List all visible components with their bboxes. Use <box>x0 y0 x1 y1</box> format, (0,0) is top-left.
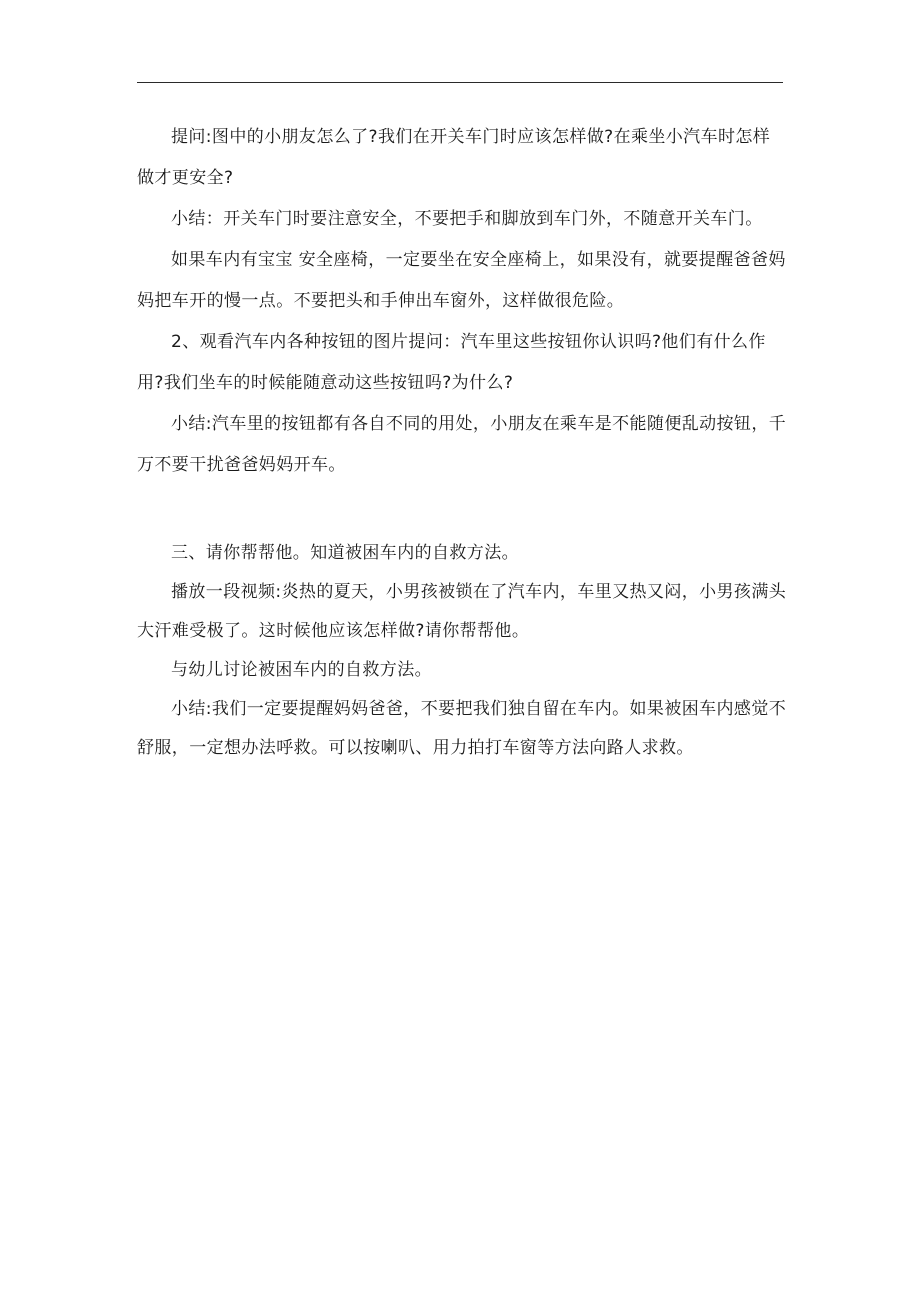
section-heading-three: 三、请你帮帮他。知道被困车内的自救方法。 <box>171 543 519 563</box>
paragraph-safety-seat: 如果车内有宝宝 安全座椅，一定要坐在安全座椅上，如果没有，就要提醒爸爸妈妈把车开的慢一点。不要把头和手伸出车窗外，这样做很危险。 <box>137 250 786 311</box>
header-rule <box>137 82 783 83</box>
paragraph-buttons-question: 2、观看汽车内各种按钮的图片提问：汽车里这些按钮你认识吗?他们有什么作用?我们坐车的时候能随意动这些按钮吗?为什么? <box>137 332 766 393</box>
paragraph-video: 播放一段视频:炎热的夏天，小男孩被锁在了汽车内，车里又热又闷，小男孩满头大汗难受极了。这时候他应该怎样做?请你帮帮他。 <box>137 582 787 641</box>
paragraph-summary-trapped: 小结:我们一定要提醒妈妈爸爸，不要把我们独自留在车内。如果被困车内感觉不舒服，一定想办法呼救。可以按喇叭、用力拍打车窗等方法向路人求救。 <box>137 699 787 758</box>
paragraph-discussion: 与幼儿讨论被困车内的自救方法。 <box>171 660 432 680</box>
paragraph-question-door: 提问:图中的小朋友怎么了?我们在开关车门时应该怎样做?在乘坐小汽车时怎样做才更安全? <box>137 127 771 188</box>
paragraph-summary-door: 小结：开关车门时要注意安全，不要把手和脚放到车门外，不随意开关车门。 <box>171 209 763 229</box>
paragraph-summary-buttons: 小结:汽车里的按钮都有各自不同的用处，小朋友在乘车是不能随便乱动按钮，千万不要干扰爸爸妈妈开车。 <box>137 414 787 475</box>
section-gap <box>137 486 787 534</box>
document-body <box>137 117 787 768</box>
